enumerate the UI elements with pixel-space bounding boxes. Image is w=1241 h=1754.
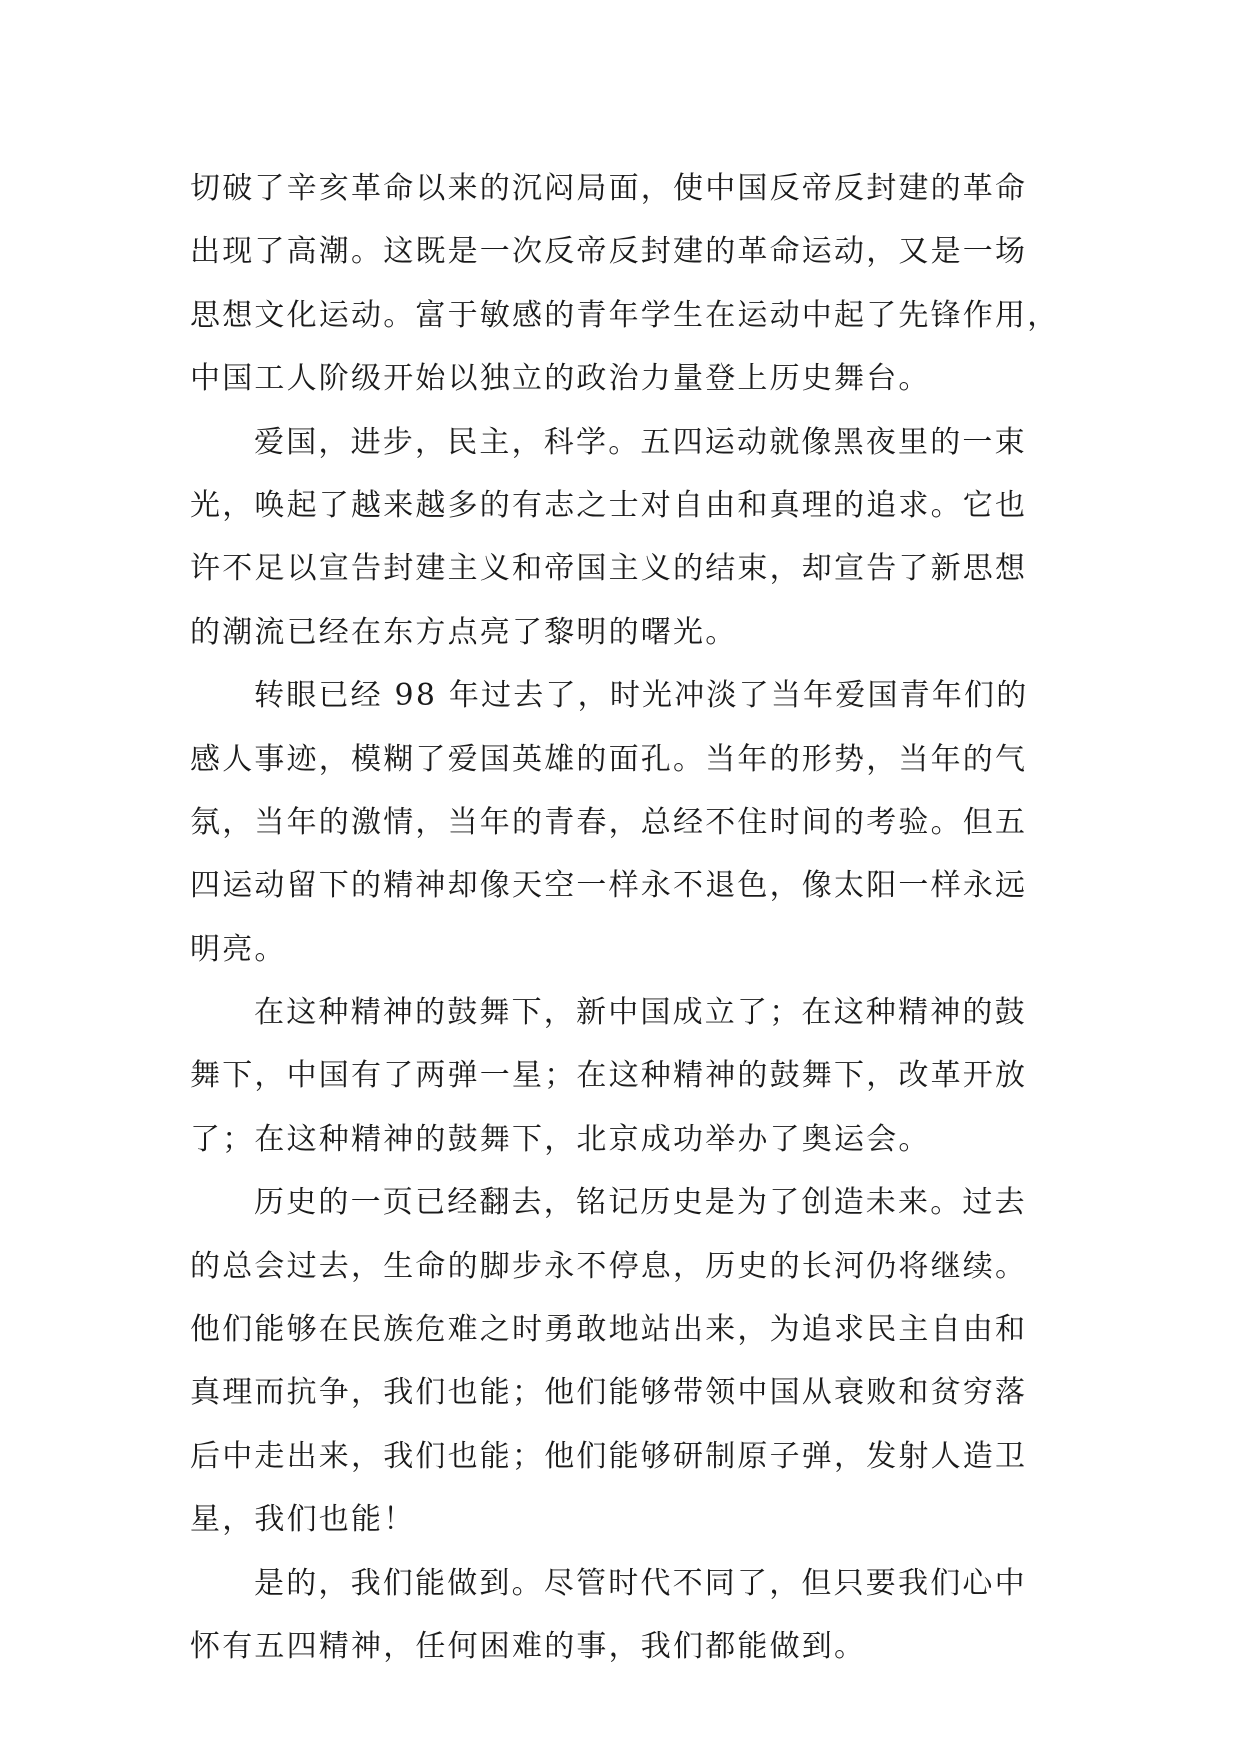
- text-line: 出现了高潮。这既是一次反帝反封建的革命运动，又是一场: [190, 234, 1028, 270]
- text-line: 中国工人阶级开始以独立的政治力量登上历史舞台。: [190, 361, 931, 397]
- text-line: 思想文化运动。富于敏感的青年学生在运动中起了先锋作用，: [190, 297, 1060, 333]
- paragraph-first-line: 转眼已经 98 年过去了，时光冲淡了当年爱国青年们的: [254, 678, 1029, 714]
- body-text: [190, 157, 1090, 1678]
- text-line: 怀有五四精神，任何困难的事，我们都能做到。: [190, 1628, 867, 1664]
- text-line: 他们能够在民族危难之时勇敢地站出来，为追求民主自由和: [190, 1312, 1028, 1348]
- text-line: 舞下，中国有了两弹一星；在这种精神的鼓舞下，改革开放: [190, 1058, 1028, 1094]
- text-line: 的潮流已经在东方点亮了黎明的曙光。: [190, 614, 738, 650]
- text-line: 的总会过去，生命的脚步永不停息，历史的长河仍将继续。: [190, 1248, 1028, 1284]
- paragraph-first-line: 是的，我们能做到。尽管时代不同了，但只要我们心中: [254, 1565, 1027, 1601]
- text-line: 真理而抗争，我们也能；他们能够带领中国从衰败和贫穷落: [190, 1375, 1028, 1411]
- text-line: 氛，当年的激情，当年的青春，总经不住时间的考验。但五: [190, 804, 1028, 840]
- text-line: 了；在这种精神的鼓舞下，北京成功举办了奥运会。: [190, 1121, 931, 1157]
- text-line: 许不足以宣告封建主义和帝国主义的结束，却宣告了新思想: [190, 551, 1028, 587]
- text-line: 感人事迹，模糊了爱国英雄的面孔。当年的形势，当年的气: [190, 741, 1028, 777]
- paragraph-first-line: 爱国，进步，民主，科学。五四运动就像黑夜里的一束: [254, 424, 1027, 460]
- paragraph-first-line: 历史的一页已经翻去，铭记历史是为了创造未来。过去: [254, 1185, 1027, 1221]
- text-line: 明亮。: [190, 931, 287, 967]
- text-line: 四运动留下的精神却像天空一样永不退色，像太阳一样永远: [190, 868, 1028, 904]
- text-line: 星，我们也能！: [190, 1502, 416, 1538]
- text-line: 后中走出来，我们也能；他们能够研制原子弹，发射人造卫: [190, 1438, 1028, 1474]
- text-line: 切破了辛亥革命以来的沉闷局面，使中国反帝反封建的革命: [190, 171, 1028, 206]
- paragraph-first-line: 在这种精神的鼓舞下，新中国成立了；在这种精神的鼓: [254, 995, 1027, 1031]
- text-line: 光，唤起了越来越多的有志之士对自由和真理的追求。它也: [190, 487, 1028, 523]
